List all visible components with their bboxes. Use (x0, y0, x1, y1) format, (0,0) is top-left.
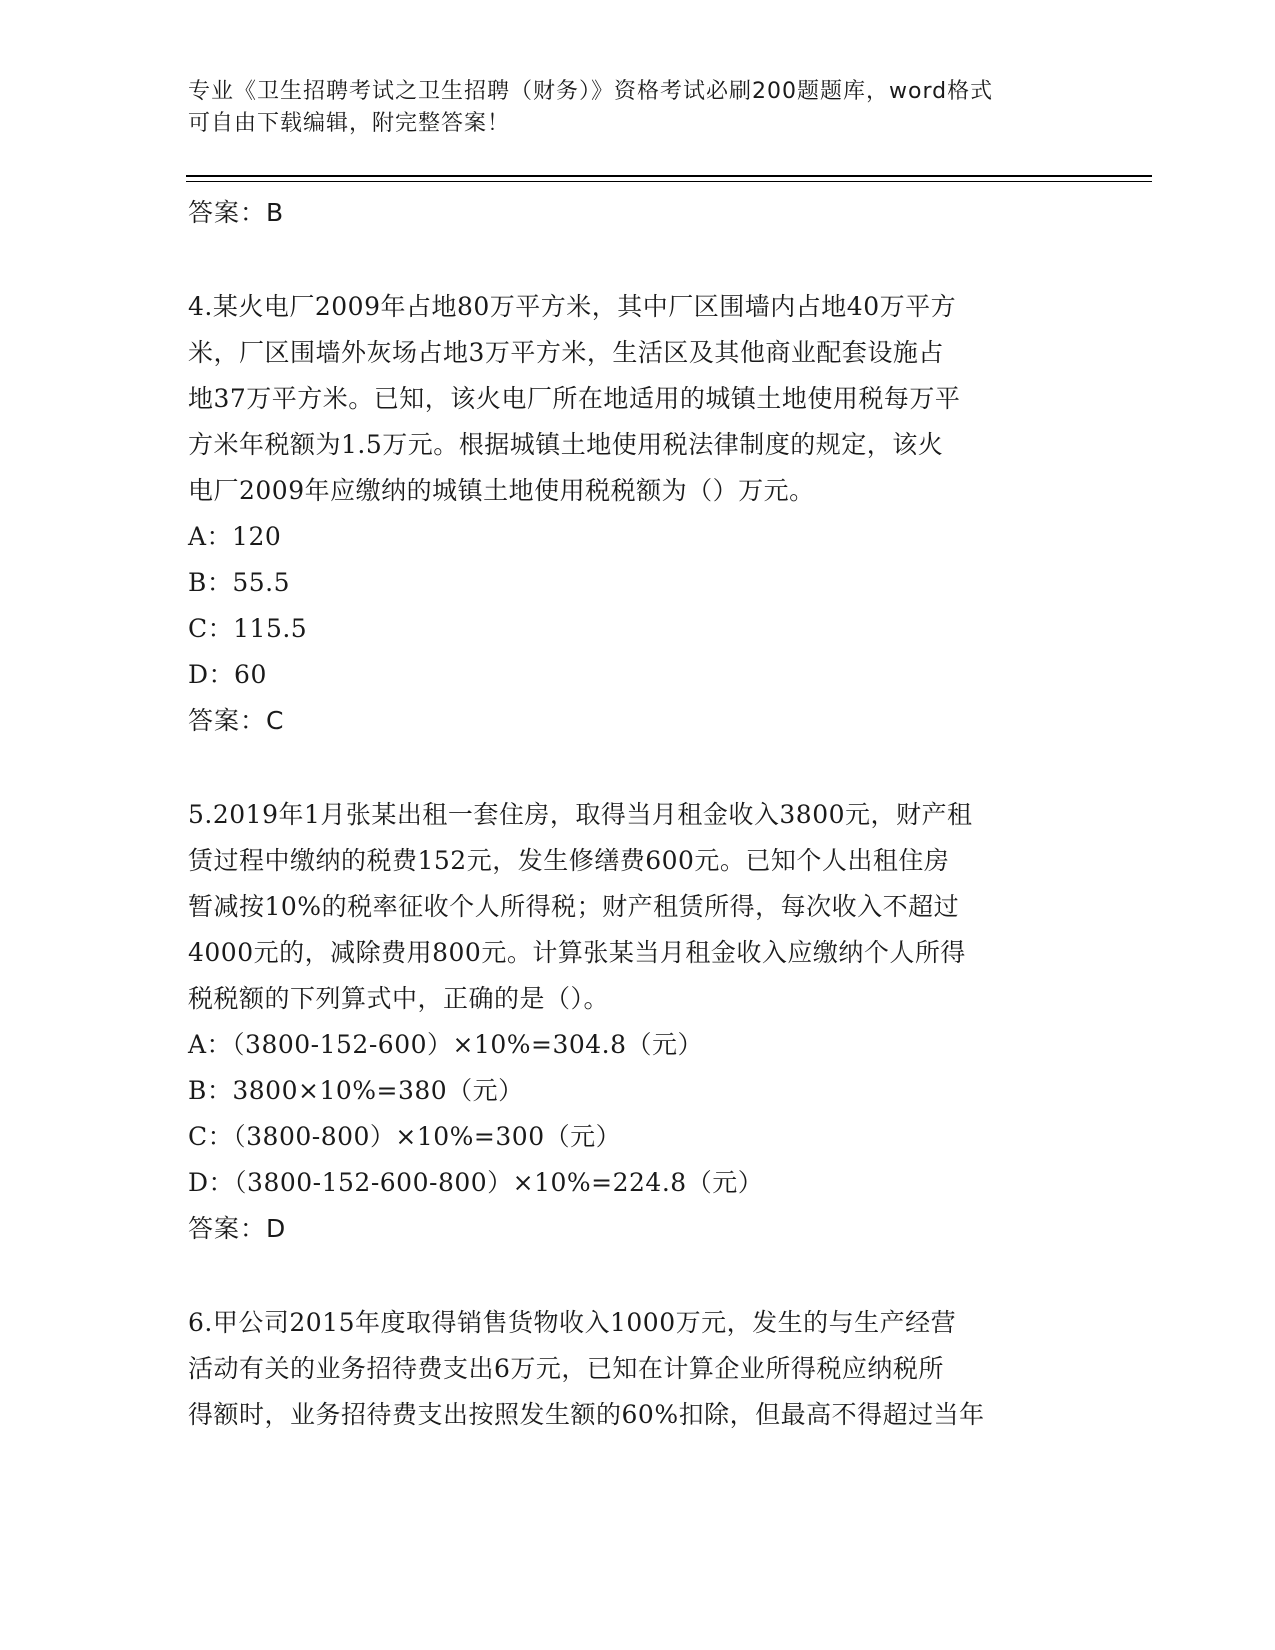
question-4-text-line: 方米年税额为1.5万元。根据城镇土地使用税法律制度的规定，该火 (188, 430, 944, 459)
answer-previous: 答案：B (188, 198, 285, 227)
question-5-option-a: A：（3800-152-600）×10%=304.8（元） (188, 1030, 704, 1059)
question-6-text-line: 得额时，业务招待费支出按照发生额的60%扣除，但最高不得超过当年 (188, 1400, 985, 1429)
question-4-option-c: C：115.5 (188, 614, 308, 643)
header-line-1: 专业《卫生招聘考试之卫生招聘（财务）》资格考试必刷200题题库，word格式 (188, 79, 994, 104)
document-body (188, 190, 1088, 1438)
question-6-text-line: 活动有关的业务招待费支出6万元，已知在计算企业所得税应纳税所 (188, 1354, 944, 1383)
question-5-option-c: C：（3800-800）×10%=300（元） (188, 1122, 622, 1151)
question-5-text-line: 赁过程中缴纳的税费152元，发生修缮费600元。已知个人出租住房 (188, 846, 950, 875)
question-4-text-line: 电厂2009年应缴纳的城镇土地使用税税额为（）万元。 (188, 476, 815, 505)
question-5-answer: 答案：D (188, 1214, 287, 1243)
header-rule-thin (186, 181, 1152, 182)
question-5-option-b: B：3800×10%=380（元） (188, 1076, 524, 1105)
spacer (188, 236, 1088, 284)
header-line-2: 可自由下载编辑，附完整答案！ (188, 111, 511, 136)
question-5-text-line: 4000元的，减除费用800元。计算张某当月租金收入应缴纳个人所得 (188, 938, 966, 967)
question-4-answer: 答案：C (188, 706, 285, 735)
question-6 (188, 1300, 1088, 1438)
question-6-text-line: 6.甲公司2015年度取得销售货物收入1000万元，发生的与生产经营 (188, 1308, 957, 1337)
question-4-text-line: 4.某火电厂2009年占地80万平方米，其中厂区围墙内占地40万平方 (188, 292, 957, 321)
question-4-text-line: 地37万平方米。已知，该火电厂所在地适用的城镇土地使用税每万平 (188, 384, 961, 413)
question-4-option-d: D：60 (188, 660, 267, 689)
document-header (188, 76, 1068, 140)
question-5 (188, 792, 1088, 1252)
spacer (188, 1252, 1088, 1300)
spacer (188, 744, 1088, 792)
header-rule-thick (186, 175, 1152, 177)
question-5-option-d: D：（3800-152-600-800）×10%=224.8（元） (188, 1168, 764, 1197)
question-5-text-line: 5.2019年1月张某出租一套住房，取得当月租金收入3800元，财产租 (188, 800, 973, 829)
question-5-text-line: 暂减按10%的税率征收个人所得税；财产租赁所得，每次收入不超过 (188, 892, 960, 921)
question-4 (188, 284, 1088, 744)
question-4-text-line: 米，厂区围墙外灰场占地3万平方米，生活区及其他商业配套设施占 (188, 338, 944, 367)
question-4-option-a: A：120 (188, 522, 282, 551)
question-5-text-line: 税税额的下列算式中，正确的是（）。 (188, 984, 610, 1013)
question-4-option-b: B：55.5 (188, 568, 291, 597)
